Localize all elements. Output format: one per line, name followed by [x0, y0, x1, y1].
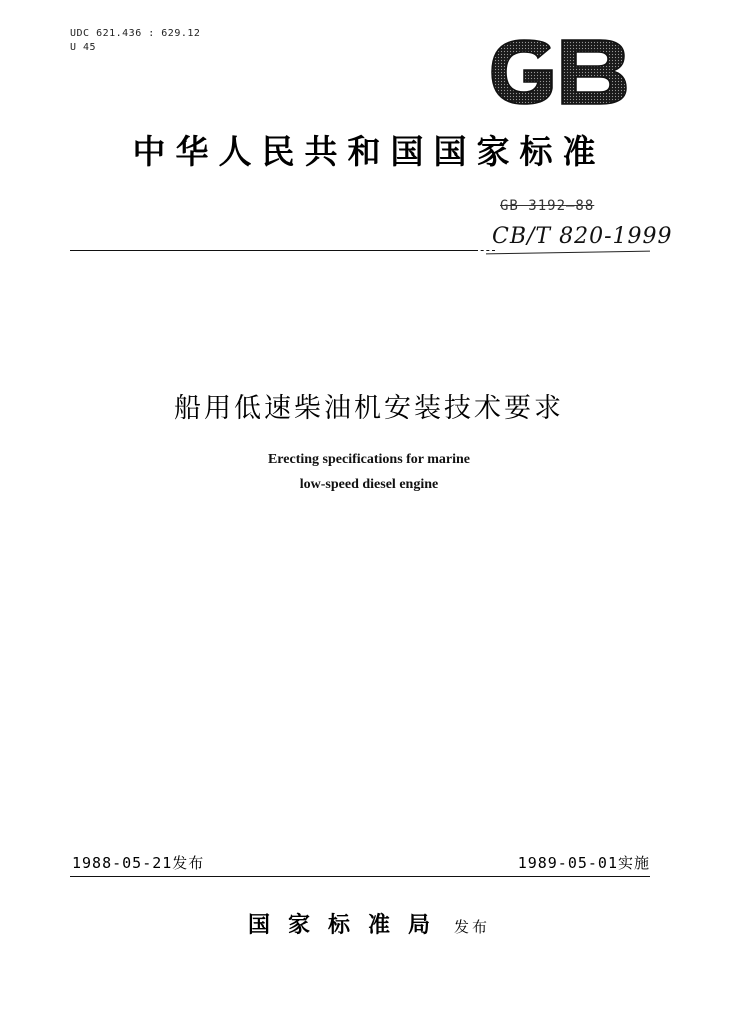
issue-date: 1988-05-21发布: [72, 854, 205, 872]
implementation-date: 1989-05-01实施: [517, 854, 650, 872]
document-title-english-line1: Erecting specifications for marine: [267, 452, 471, 467]
footer-rule: [70, 876, 650, 877]
authority-name: 国家标准局: [247, 912, 448, 938]
document-title-chinese: 船用低速柴油机安装技术要求: [174, 393, 564, 424]
gb-logo: [488, 38, 630, 106]
issuing-authority: [0, 908, 738, 939]
header-rule-dashed: [475, 250, 495, 251]
old-standard-number: GB 3192—88: [500, 198, 595, 214]
handwritten-underline: [486, 251, 650, 255]
header-rule: [70, 250, 475, 251]
standard-title: 中华人民共和国国家标准: [132, 132, 606, 171]
document-title-english-line2: low-speed diesel engine: [299, 477, 439, 492]
new-standard-number: CB/T 820-1999: [492, 224, 673, 249]
ccs-code: U 45: [70, 42, 97, 53]
authority-verb: 发布: [454, 918, 491, 936]
udc-code: UDC 621.436 : 629.12: [70, 28, 201, 39]
